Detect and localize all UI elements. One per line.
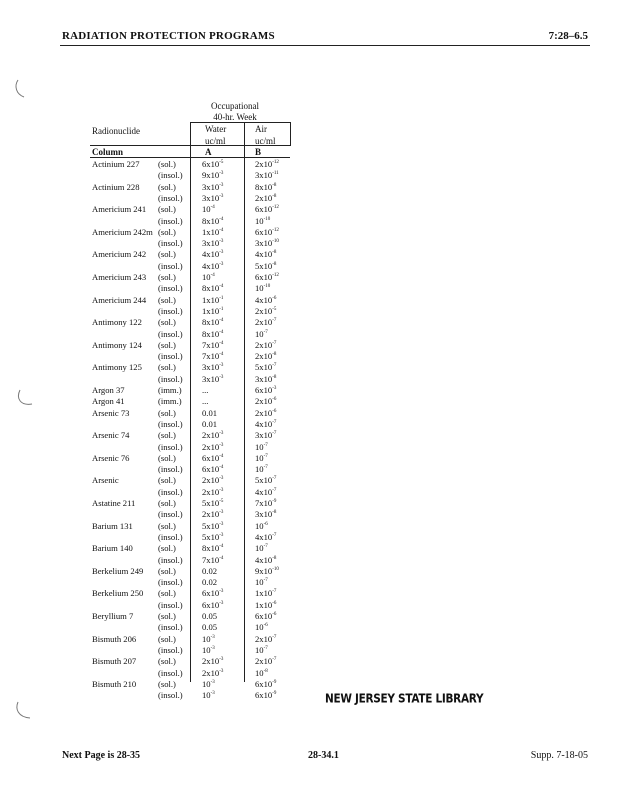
air-value: $10^{-7}$ (255, 328, 268, 339)
water-value: $9x10^{-3}$ (202, 170, 224, 181)
solubility-form: (sol.) (158, 452, 176, 463)
radionuclide-name: Actinium 228 (92, 181, 140, 192)
air-value: $6x10^{-3}$ (255, 385, 277, 395)
solubility-form: (sol.) (158, 611, 176, 621)
water-value: 0.02 (202, 565, 218, 576)
air-value: $4x10^{-8}$ (255, 554, 277, 565)
air-value: $2x10^{-7}$ (255, 339, 277, 350)
air-value: $3x10^{-11}$ (255, 170, 279, 181)
air-value: $6x10^{-12}$ (255, 272, 279, 282)
water-value: $3x10^{-3}$ (202, 181, 224, 192)
footer-supplement: Supp. 7-18-05 (530, 750, 588, 761)
solubility-form: (insol.) (158, 215, 183, 226)
water-value: $10^{-3}$ (202, 633, 215, 644)
radionuclide-name: Antimony 122 (92, 317, 142, 328)
water-value: $5x10^{-3}$ (202, 520, 224, 531)
water-value: ... (202, 385, 209, 395)
water-value: $1x10^{-4}$ (202, 226, 224, 237)
water-value: 0.01 (202, 407, 218, 418)
solubility-form: (insol.) (158, 667, 183, 678)
water-value: 0.05 (202, 611, 218, 621)
solubility-form: (sol.) (158, 249, 176, 260)
solubility-form: (insol.) (158, 599, 183, 610)
solubility-form: (sol.) (158, 339, 176, 350)
solubility-form: (insol.) (158, 170, 183, 181)
air-value: $4x10^{-8}$ (255, 249, 277, 260)
solubility-form: (insol.) (158, 644, 183, 655)
air-value: $2x10^{-8}$ (255, 192, 277, 203)
air-value: $3x10^{-7}$ (255, 430, 277, 441)
solubility-form: (sol.) (158, 543, 176, 554)
solubility-form: (insol.) (158, 418, 183, 429)
water-value: $3x10^{-3}$ (202, 192, 224, 203)
air-value: $10^{-7}$ (255, 464, 268, 475)
radionuclide-name: Americium 244 (92, 294, 147, 305)
water-column-header: Water (205, 124, 227, 134)
radionuclide-name: Americium 243 (92, 272, 147, 282)
radionuclide-name: Astatine 211 (92, 498, 136, 508)
solubility-form: (sol.) (158, 633, 176, 644)
air-column-divider (244, 122, 245, 682)
water-unit: uc/ml (205, 136, 226, 146)
water-value: $10^{-4}$ (202, 272, 215, 282)
air-value: $10^{-7}$ (255, 441, 268, 452)
solubility-form: (insol.) (158, 192, 183, 203)
radionuclide-name: Barium 131 (92, 520, 133, 531)
water-value: $6x10^{-4}$ (202, 464, 224, 475)
solubility-form: (insol.) (158, 283, 183, 294)
radionuclide-name: Beryllium 7 (92, 611, 134, 621)
radionuclide-name: Actinium 227 (92, 159, 140, 169)
air-value: $10^{-10}$ (255, 215, 271, 226)
air-column-header: Air (255, 124, 267, 134)
radionuclide-name: Arsenic 74 (92, 430, 130, 441)
footer-next-page: Next Page is 28-35 (62, 750, 141, 761)
water-value: ... (202, 396, 209, 407)
water-value: $10^{-3}$ (202, 678, 215, 689)
solubility-form: (sol.) (158, 272, 176, 282)
radionuclide-name: Americium 241 (92, 204, 147, 215)
air-value: $2x10^{-5}$ (255, 305, 277, 316)
solubility-form: (sol.) (158, 317, 176, 328)
water-value: $7x10^{-4}$ (202, 554, 224, 565)
air-value: $10^{-7}$ (255, 543, 268, 554)
air-value: $6x10^{-12}$ (255, 204, 279, 215)
air-value: $5x10^{-7}$ (255, 475, 277, 486)
air-value: $2x10^{-7}$ (255, 656, 277, 667)
air-value: $10^{-7}$ (255, 452, 268, 463)
air-value: $3x10^{-8}$ (255, 373, 277, 384)
water-value: $8x10^{-4}$ (202, 328, 224, 339)
radionuclide-name: Bismuth 210 (92, 678, 137, 689)
radionuclide-name: Americium 242 (92, 249, 147, 260)
water-value: $8x10^{-4}$ (202, 543, 224, 554)
solubility-form: (insol.) (158, 486, 183, 497)
solubility-form: (sol.) (158, 204, 176, 215)
solubility-form: (sol.) (158, 520, 176, 531)
air-value: $2x10^{-6}$ (255, 407, 277, 418)
solubility-form: (insol.) (158, 328, 183, 339)
water-value: $2x10^{-3}$ (202, 667, 224, 678)
water-value: $3x10^{-3}$ (202, 238, 224, 249)
column-label: Column (92, 147, 124, 157)
water-value: $5x10^{-5}$ (202, 498, 224, 508)
air-value: $2x10^{-6}$ (255, 396, 277, 407)
water-value: $6x10^{-3}$ (202, 588, 224, 599)
air-value: $10^{-8}$ (255, 667, 268, 678)
air-value: $2x10^{-7}$ (255, 317, 277, 328)
water-value: $4x10^{-3}$ (202, 249, 224, 260)
solubility-form: (sol.) (158, 407, 176, 418)
solubility-form: (sol.) (158, 475, 176, 486)
solubility-form: (sol.) (158, 678, 176, 689)
air-value: $8x10^{-8}$ (255, 181, 277, 192)
solubility-form: (insol.) (158, 305, 183, 316)
air-value: $3x10^{-10}$ (255, 238, 279, 249)
column-b-label: B (255, 147, 262, 157)
water-value: $2x10^{-3}$ (202, 430, 224, 441)
air-value: $10^{-6}$ (255, 622, 268, 633)
air-value: $5x10^{-7}$ (255, 362, 277, 373)
water-value: $2x10^{-3}$ (202, 475, 224, 486)
water-value: $2x10^{-3}$ (202, 656, 224, 667)
water-value: $1x10^{-1}$ (202, 294, 224, 305)
solubility-form: (insol.) (158, 260, 183, 271)
solubility-form: (insol.) (158, 464, 183, 475)
air-value: $4x10^{-7}$ (255, 531, 277, 542)
air-value: $10^{-7}$ (255, 644, 268, 655)
radionuclide-name: Antimony 125 (92, 362, 142, 373)
radionuclide-name: Barium 140 (92, 543, 133, 554)
radionuclide-name: Antimony 124 (92, 339, 142, 350)
air-value: $1x10^{-6}$ (255, 599, 277, 610)
water-value: $3x10^{-3}$ (202, 373, 224, 384)
radionuclide-name: Argon 41 (92, 396, 125, 407)
solubility-form: (insol.) (158, 441, 183, 452)
air-value: $6x10^{-9}$ (255, 678, 277, 689)
solubility-form: (insol.) (158, 577, 183, 588)
air-value: $2x10^{-8}$ (255, 351, 277, 362)
solubility-form: (sol.) (158, 226, 176, 237)
solubility-form: (sol.) (158, 362, 176, 373)
group-header-line2: 40-hr. Week (213, 112, 257, 122)
solubility-form: (insol.) (158, 351, 183, 362)
radionuclide-column-header: Radionuclide (92, 126, 140, 136)
solubility-form: (sol.) (158, 656, 176, 667)
solubility-form: (insol.) (158, 531, 183, 542)
air-value: $5x10^{-8}$ (255, 260, 277, 271)
solubility-form: (sol.) (158, 181, 176, 192)
column-a-label: A (205, 147, 212, 157)
solubility-form: (sol.) (158, 565, 176, 576)
solubility-form: (imm.) (158, 385, 182, 395)
water-value: $6x10^{-3}$ (202, 599, 224, 610)
water-value: $7x10^{-4}$ (202, 339, 224, 350)
water-value: $8x10^{-4}$ (202, 317, 224, 328)
air-value: $3x10^{-8}$ (255, 509, 277, 520)
solubility-form: (sol.) (158, 498, 176, 508)
water-value: 0.02 (202, 577, 218, 588)
radionuclide-name: Arsenic (92, 475, 119, 486)
water-value: $2x10^{-3}$ (202, 509, 224, 520)
radionuclide-name: Arsenic 76 (92, 452, 130, 463)
air-value: $2x10^{-7}$ (255, 633, 277, 644)
solubility-form: (sol.) (158, 430, 176, 441)
solubility-form: (insol.) (158, 509, 183, 520)
air-value: $10^{-6}$ (255, 520, 268, 531)
air-value: $10^{-7}$ (255, 577, 268, 588)
group-header-rule (190, 122, 290, 123)
radionuclide-name: Bismuth 206 (92, 633, 137, 644)
solubility-form: (insol.) (158, 238, 183, 249)
water-value: $5x10^{-3}$ (202, 531, 224, 542)
air-value: $4x10^{-6}$ (255, 294, 277, 305)
water-value: $8x10^{-4}$ (202, 215, 224, 226)
solubility-form: (insol.) (158, 373, 183, 384)
solubility-form: (insol.) (158, 554, 183, 565)
water-value: $6x10^{-4}$ (202, 452, 224, 463)
air-value: $4x10^{-7}$ (255, 486, 277, 497)
air-value: $10^{-10}$ (255, 283, 271, 294)
radionuclide-name: Argon 37 (92, 385, 125, 395)
water-value: $4x10^{-3}$ (202, 260, 224, 271)
water-value: 0.05 (202, 622, 218, 633)
right-header-border (290, 122, 291, 146)
solubility-form: (insol.) (158, 690, 183, 701)
air-value: $7x10^{-9}$ (255, 498, 277, 508)
radionuclide-name: Berkelium 250 (92, 588, 144, 599)
water-value: $10^{-3}$ (202, 690, 215, 701)
water-value: $10^{-3}$ (202, 644, 215, 655)
water-value: $6x10^{-5}$ (202, 159, 224, 169)
water-value: $1x10^{-1}$ (202, 305, 224, 316)
air-unit: uc/ml (255, 136, 276, 146)
radionuclide-name: Berkelium 249 (92, 565, 144, 576)
group-header-line1: Occupational (211, 101, 259, 111)
radionuclide-name: Americium 242m (92, 226, 153, 237)
footer-page-number: 28-34.1 (308, 750, 339, 761)
header-title: RADIATION PROTECTION PROGRAMS (62, 30, 275, 42)
solubility-form: (sol.) (158, 294, 176, 305)
solubility-form: (imm.) (158, 396, 182, 407)
air-value: $1x10^{-7}$ (255, 588, 277, 599)
water-column-divider (190, 122, 191, 682)
radionuclide-name: Bismuth 207 (92, 656, 137, 667)
water-value: $2x10^{-3}$ (202, 441, 224, 452)
water-value: $8x10^{-4}$ (202, 283, 224, 294)
header-section: 7:28–6.5 (548, 30, 588, 42)
water-value: $10^{-4}$ (202, 204, 215, 215)
water-value: $3x10^{-3}$ (202, 362, 224, 373)
library-stamp: NEW JERSEY STATE LIBRARY (325, 692, 484, 706)
solubility-form: (sol.) (158, 588, 176, 599)
air-value: $6x10^{-6}$ (255, 611, 277, 621)
air-value: $2x10^{-12}$ (255, 159, 279, 169)
air-value: $6x10^{-12}$ (255, 226, 279, 237)
water-value: 0.01 (202, 418, 218, 429)
water-value: $2x10^{-3}$ (202, 486, 224, 497)
air-value: $4x10^{-7}$ (255, 418, 277, 429)
water-value: $7x10^{-4}$ (202, 351, 224, 362)
air-value: $6x10^{-9}$ (255, 690, 277, 701)
solubility-form: (sol.) (158, 159, 176, 169)
air-value: $9x10^{-10}$ (255, 565, 279, 576)
solubility-form: (insol.) (158, 622, 183, 633)
radionuclide-name: Arsenic 73 (92, 407, 130, 418)
